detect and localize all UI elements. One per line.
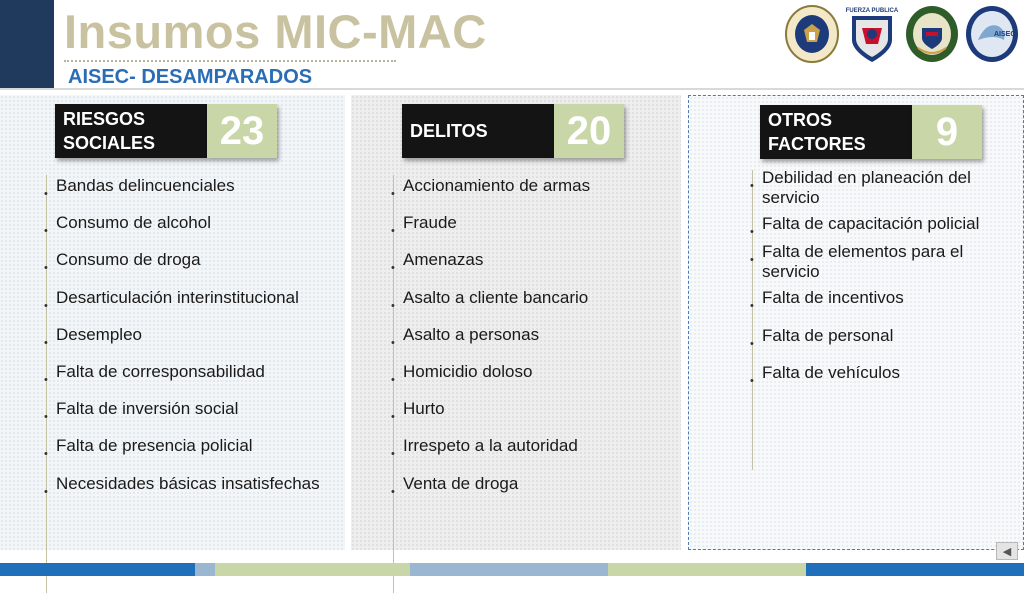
list-item: • Irrespeto a la autoridad [389,435,674,472]
category-label-line1: DELITOS [410,121,488,141]
svg-text:FUERZA PUBLICA: FUERZA PUBLICA [845,8,899,14]
footer-color-bar [0,563,1024,576]
list-item: • Bandas delincuenciales [42,175,342,212]
footer-segment [608,563,806,576]
list-item: • Necesidades básicas insatisfechas [42,473,342,510]
category-label-line1: OTROS [768,110,833,130]
category-label-line2: SOCIALES [63,133,156,153]
list-item: • Hurto [389,398,674,435]
svg-text:AISEC: AISEC [994,31,1016,38]
category-label [402,104,554,158]
us-embassy-seal-icon [784,4,840,64]
list-item: • Falta de presencia policial [42,435,342,472]
list-item: • Consumo de alcohol [42,212,342,249]
panel-riesgos-sociales [0,95,345,550]
list-item: • Desarticulación interinstitucional [42,287,342,324]
footer-segment [806,563,1024,576]
panel-otros-factores [688,95,1024,550]
list-item: • Falta de corresponsabilidad [42,361,342,398]
category-label [760,105,912,159]
police-school-seal-icon [904,4,960,64]
category-count: 9 [912,105,982,159]
factor-list [42,175,342,510]
list-item: • Venta de droga [389,473,674,510]
category-count: 23 [207,104,277,158]
panel-delitos [351,95,681,550]
footer-segment [215,563,410,576]
footer-segment [195,563,215,576]
title-divider [64,60,396,62]
list-item: • Falta de incentivos [748,288,1018,326]
category-count: 20 [554,104,624,158]
page-subtitle: AISEC- DESAMPARADOS [68,66,313,88]
list-item: • Falta de capacitación policial [748,214,1018,242]
category-label [55,104,207,158]
footer-segment [0,563,195,576]
list-item: • Consumo de droga [42,249,342,286]
list-item: • Desempleo [42,324,342,361]
factor-list [748,168,1018,400]
factor-list [389,175,674,510]
list-item: • Fraude [389,212,674,249]
list-item: • Falta de elementos para el servicio [748,242,1018,288]
list-item: • Falta de personal [748,326,1018,363]
list-item: • Falta de vehículos [748,363,1018,400]
list-item: • Debilidad en planeación del servicio [748,168,1018,214]
category-label-line1: RIESGOS [63,109,146,129]
list-item: • Homicidio doloso [389,361,674,398]
aisec-logo-icon [964,4,1020,64]
footer-segment [410,563,608,576]
list-item: • Falta de inversión social [42,398,342,435]
fuerza-publica-shield-icon [844,4,900,64]
page-title: Insumos MIC-MAC [64,5,487,58]
list-item: • Asalto a cliente bancario [389,287,674,324]
header-accent-bar [0,0,54,88]
list-item: • Amenazas [389,249,674,286]
partner-logos [784,4,1020,64]
list-item: • Asalto a personas [389,324,674,361]
back-arrow-icon[interactable]: ◀ [996,542,1018,560]
header-divider [0,88,1024,90]
category-label-line2: FACTORES [768,134,866,154]
list-item: • Accionamiento de armas [389,175,674,212]
